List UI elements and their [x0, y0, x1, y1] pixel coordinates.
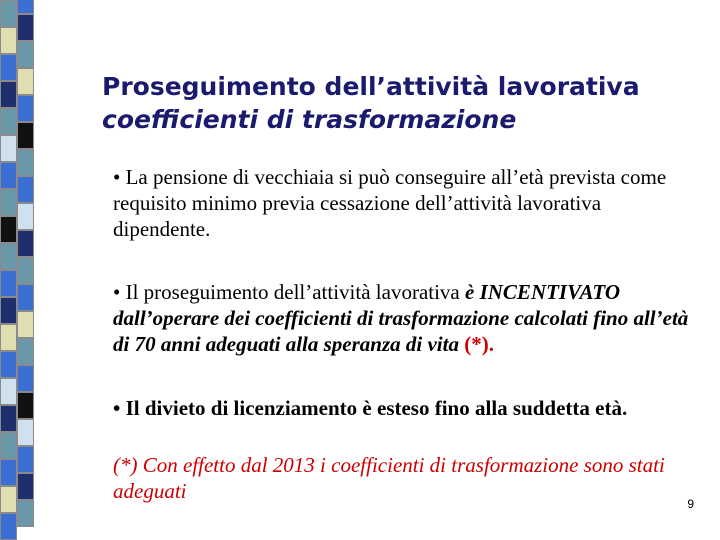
- stripe-block: [17, 68, 34, 95]
- bullet: •: [113, 396, 121, 420]
- stripe-block: [0, 513, 17, 540]
- stripe-block: [17, 257, 34, 284]
- paragraph-2-footnote-ref: (*).: [464, 332, 494, 356]
- stripe-block: [17, 149, 34, 176]
- paragraph-2-text: Il proseguimento dell’attività lavorativa: [125, 280, 466, 304]
- page-number: 9: [687, 497, 694, 511]
- stripe-block: [0, 189, 17, 216]
- stripe-block: [0, 108, 17, 135]
- stripe-block: [17, 338, 34, 365]
- paragraph-3: [113, 395, 698, 421]
- stripe-block: [0, 81, 17, 108]
- stripe-block: [0, 297, 17, 324]
- paragraph-2-emphasis: è INCENTIVATO dall’operare dei coefficienti di trasformazione calcolati fino all’età di 70 anni adeguati alla speranza di vita: [113, 280, 689, 356]
- stripe-block: [0, 216, 17, 243]
- stripe-block: [17, 95, 34, 122]
- stripe-block: [17, 41, 34, 68]
- stripe-block: [0, 243, 17, 270]
- stripe-block: [17, 446, 34, 473]
- bullet: •: [113, 280, 121, 304]
- stripe-block: [17, 176, 34, 203]
- paragraph-1: [113, 164, 698, 242]
- stripe-block: [0, 351, 17, 378]
- stripe-block: [17, 122, 34, 149]
- stripe-block: [17, 419, 34, 446]
- stripe-block: [17, 203, 34, 230]
- stripe-block: [17, 0, 34, 14]
- stripe-block: [17, 473, 34, 500]
- title-line-2: coefficienti di trasformazione: [102, 105, 517, 134]
- stripe-block: [0, 378, 17, 405]
- stripe-block: [17, 230, 34, 257]
- stripe-block: [0, 0, 17, 27]
- paragraph-3-text: Il divieto di licenziamento è esteso fino alla suddetta età.: [125, 396, 628, 420]
- stripe-block: [17, 311, 34, 338]
- stripe-block: [17, 365, 34, 392]
- stripe-block: [0, 432, 17, 459]
- bullet: •: [113, 165, 121, 189]
- paragraph-2: [113, 279, 698, 357]
- stripe-block: [0, 54, 17, 81]
- stripe-block: [17, 284, 34, 311]
- decorative-stripe: [0, 0, 56, 540]
- stripe-block: [0, 459, 17, 486]
- stripe-block: [0, 270, 17, 297]
- stripe-block: [0, 405, 17, 432]
- paragraph-1-text: La pensione di vecchiaia si può conseguire all’età prevista come requisito minimo previa cessazione dell’attività lavorativa dipendente.: [113, 165, 667, 241]
- stripe-block: [17, 500, 34, 527]
- stripe-block: [17, 392, 34, 419]
- stripe-block: [0, 27, 17, 54]
- stripe-block: [0, 486, 17, 513]
- footnote: (*) Con effetto dal 2013 i coefficienti di trasformazione sono stati adeguati: [113, 453, 665, 503]
- stripe-block: [0, 324, 17, 351]
- slide-title: [102, 70, 640, 136]
- stripe-block: [17, 14, 34, 41]
- stripe-block: [0, 135, 17, 162]
- stripe-block: [0, 162, 17, 189]
- title-line-1: Proseguimento dell’attività lavorativa: [102, 72, 640, 101]
